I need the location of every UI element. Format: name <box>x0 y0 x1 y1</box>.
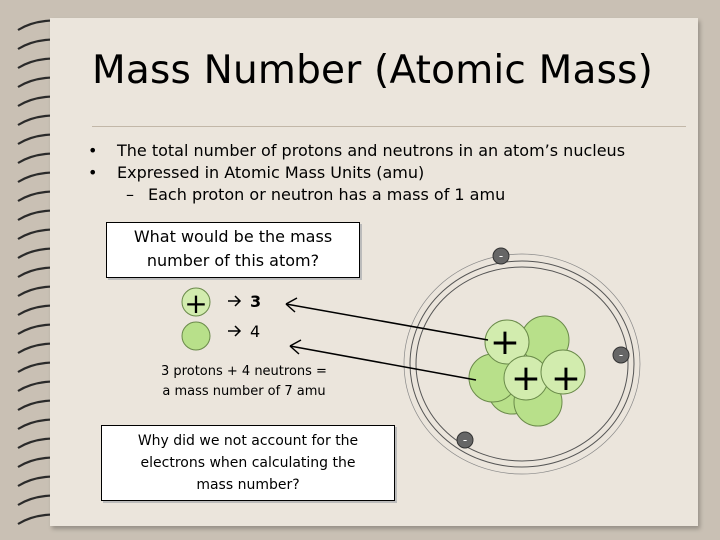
svg-text:-: - <box>498 249 504 263</box>
question-line: Why did we not account for the <box>137 433 359 449</box>
question-line: mass number? <box>196 477 300 493</box>
equation-text <box>144 362 344 402</box>
question-line: What would be the mass <box>133 227 333 246</box>
neutron-count: 4 <box>250 322 261 341</box>
nucleus <box>469 316 585 426</box>
equation-line: 3 protons + 4 neutrons = <box>161 364 327 379</box>
bullet-text: Expressed in Atomic Mass Units (amu) <box>117 163 425 182</box>
electron <box>457 432 473 448</box>
svg-text:-: - <box>462 433 468 447</box>
arrow-right-icon <box>228 296 240 336</box>
electron <box>613 347 629 363</box>
question-line: electrons when calculating the <box>140 455 356 471</box>
sub-bullet-marker: – <box>126 185 134 204</box>
sub-bullet-text: Each proton or neutron has a mass of 1 amu <box>148 185 506 204</box>
equation-line: a mass number of 7 amu <box>162 384 326 399</box>
proton-count: 3 <box>250 292 262 311</box>
question-line: number of this atom? <box>146 251 320 270</box>
green-circle-icon <box>182 322 210 350</box>
slide-title: Mass Number (Atomic Mass) <box>92 48 654 93</box>
proton-sign: + <box>489 322 521 363</box>
bullet-marker: • <box>88 163 98 182</box>
electron <box>493 248 509 264</box>
electrons-question-box <box>101 425 395 501</box>
bullet-text: The total number of protons and neutrons in an atom’s nucleus <box>117 141 626 160</box>
proton-sign: + <box>550 358 582 399</box>
bullet-marker: • <box>88 141 98 160</box>
svg-text:-: - <box>618 348 624 362</box>
proton-sign: + <box>184 287 208 320</box>
proton-sign: + <box>510 358 542 399</box>
